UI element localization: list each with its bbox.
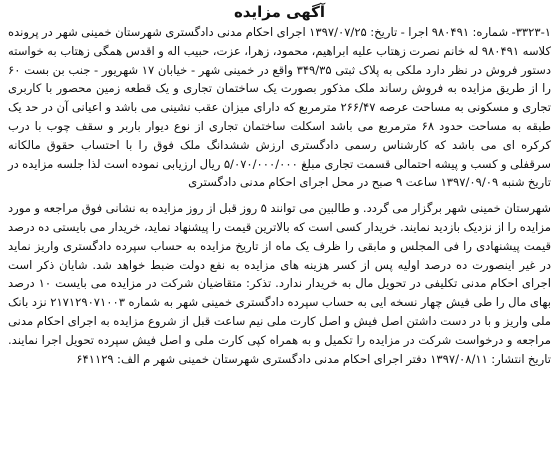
notice-paragraph-2: شهرستان خمینی شهر برگزار می گردد. و طالبین می توانند ۵ روز قبل از روز مزایده به نشانی فوق مراجعه و مورد مزایده را از نزدیک بازدید نمایند. خریدار کسی است که بالاترین قیمت را پیشنهاد نماید، خریدار می بایستی ده درصد قیمت پیشنهادی را فی المجلس و مابقی را ظرف یک ماه از تاریخ مزایده به حساب سپرده دادگستری واریز نماید در غیر اینصورت ده درصد اولیه پس از کسر هزینه های مزایده به نفع دولت ضبط خواهد شد. شایان ذکر است اجرای احکام مدنی تکلیفی در تحویل مال به خریدار ندارد. تذکر: متقاضیان شرکت در مزایده می بایست ۱۰ درصد بهای مال را طی فیش چهار نسخه ایی به حساب سپرده دادگستری خمینی شهر به شماره ۲۱۷۱۲۹۰۷۱۰۰۳ نزد بانک ملی واریز و با در دست داشتن اصل فیش و اصل کارت ملی نیم ساعت قبل از شروع مزایده به اجرای احکام مدنی مراجعه و درخواست شرکت در مزایده را تکمیل و به همراه کپی کارت ملی و اصل فیش سپرده تحویل اجرا نمایند. تاریخ انتشار: ۱۳۹۷/۰۸/۱۱ دفتر اجرای احکام مدنی دادگستری شهرستان خمینی شهر م الف: ۶۴۱۱۲۹ [8,201,551,366]
notice-title: آگهی مزایده [233,3,326,21]
notice-paragraph-1: ۳۳۲۳-۱- شماره: ۹۸۰۴۹۱ اجرا - تاریخ: ۱۳۹۷/۰۷/۲۵ اجرای احکام مدنی دادگستری شهرستان خمینی شهر در پرونده کلاسه ۹۸۰۴۹۱ له خانم نصرت زهتاب علیه ابراهیم، محمود، زهرا، عزت، حبیب اله و اقدس همگی زهتاب به خواسته دستور فروش در نظر دارد ملکی به پلاک ثبتی ۳۴۹/۳۵ واقع در خمینی شهر - خیابان ۱۷ شهریور - جنب بن بست ۶۰ را از طریق مزایده به فروش رساند ملک مذکور بصورت یک ساختمان تجاری و یک قطعه زمین محصور با کاربری تجاری و مسکونی به مساحت عرصه ۲۶۶/۴۷ مترمربع که دارای میزان عقب نشینی می باشد و اعیانی آن در حد یک طبقه به مساحت حدود ۶۸ مترمربع می باشد اسکلت ساختمان تجاری از نوع دیوار باربر و سقف چوب با درب کرکره ای می باشد که کارشناس رسمی دادگستری ارزش ششدانگ ملک فوق را با احتساب حقوق مالکانه سرقفلی و کسب و پیشه احتمالی قسمت تجاری مبلغ ۵/۰۷۰/۰۰۰/۰۰۰ ریال ارزیابی نموده است لذا جلسه مزایده در تاریخ شنبه ۱۳۹۷/۰۹/۰۹ ساعت ۹ صبح در محل اجرای احکام مدنی دادگستری [8,25,552,190]
